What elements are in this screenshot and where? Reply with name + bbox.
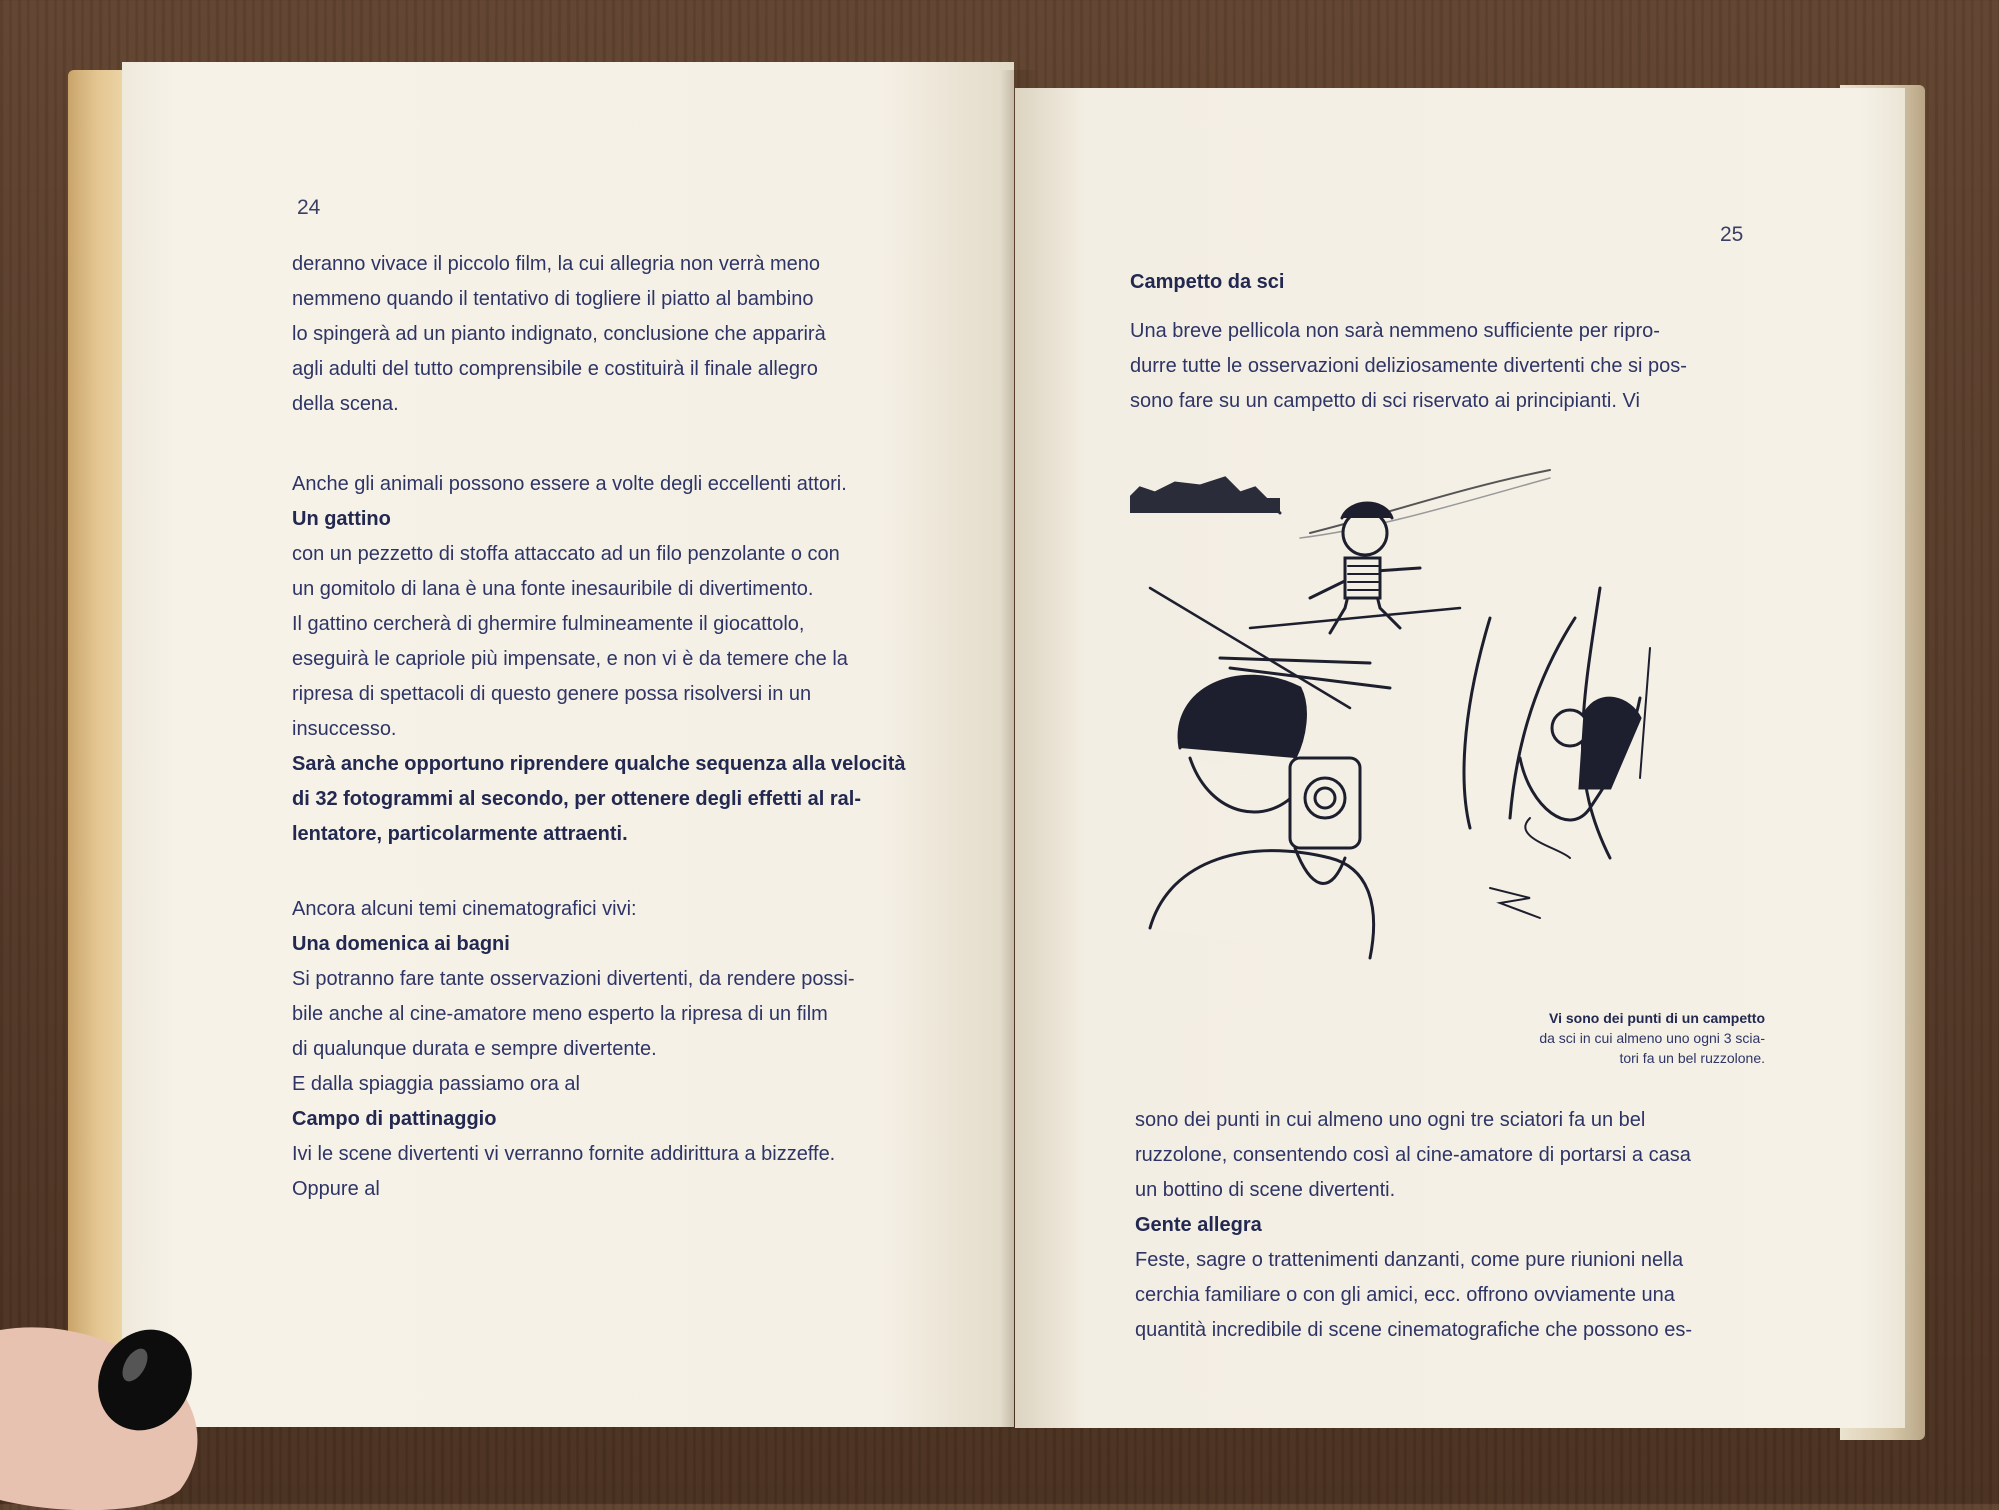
finger-with-nail — [0, 1300, 215, 1510]
text-line: sono fare su un campetto di sci riservato ai principianti. Vi — [1130, 390, 1640, 412]
heading-gattino: Un gattino — [292, 508, 391, 530]
text-line: eseguirà le capriole più impensate, e non vi è da temere che la — [292, 648, 848, 670]
text-line: Una breve pellicola non sarà nemmeno sufficiente per ripro- — [1130, 320, 1660, 342]
page-number-left: 24 — [297, 196, 321, 219]
heading-gente-allegra: Gente allegra — [1135, 1214, 1262, 1236]
bold-line: Sarà anche opportuno riprendere qualche sequenza alla velocità — [292, 753, 906, 775]
text-line: cerchia familiare o con gli amici, ecc. offrono ovviamente una — [1135, 1284, 1675, 1306]
text-line: bile anche al cine-amatore meno esperto la ripresa di un film — [292, 1003, 828, 1025]
caption-line: da sci in cui almeno uno ogni 3 scia- — [1539, 1030, 1765, 1046]
text-line: Ivi le scene divertenti vi verranno fornite addirittura a bizzeffe. — [292, 1143, 836, 1165]
heading-domenica: Una domenica ai bagni — [292, 933, 510, 955]
text-line: Il gattino cercherà di ghermire fulmineamente il giocattolo, — [292, 613, 805, 635]
text-line: insuccesso. — [292, 718, 397, 740]
text-line: ruzzolone, consentendo così al cine-amatore di portarsi a casa — [1135, 1144, 1691, 1166]
text-line: ripresa di spettacoli di questo genere possa risolversi in un — [292, 683, 812, 705]
text-line: un gomitolo di lana è una fonte inesauribile di divertimento. — [292, 578, 814, 600]
text-line: E dalla spiaggia passiamo ora al — [292, 1073, 580, 1095]
text-line: agli adulti del tutto comprensibile e costituirà il finale allegro — [292, 358, 818, 380]
right-section-after — [1135, 1103, 1785, 1348]
caption-bold: Vi sono dei punti di un campetto — [1549, 1010, 1765, 1026]
left-section-temi — [292, 892, 932, 1207]
text-line: deranno vivace il piccolo film, la cui allegria non verrà meno — [292, 253, 821, 275]
bold-line: di 32 fotogrammi al secondo, per ottenere degli effetti al ral- — [292, 788, 862, 810]
skiing-illustration — [1130, 458, 1690, 1008]
bold-line: lentatore, particolarmente attraenti. — [292, 823, 628, 845]
text-line: Oppure al — [292, 1178, 380, 1200]
text-line: Anche gli animali possono essere a volte degli eccellenti attori. — [292, 473, 847, 495]
text-line: nemmeno quando il tentativo di togliere il piatto al bambino — [292, 288, 814, 310]
left-paragraph-1 — [292, 247, 932, 422]
right-page — [1015, 88, 1905, 1428]
left-page — [122, 62, 1014, 1427]
page-number-right: 25 — [1720, 223, 1744, 246]
text-line: Ancora alcuni temi cinematografici vivi: — [292, 898, 637, 920]
left-section-gattino — [292, 467, 932, 852]
text-line: di qualunque durata e sempre divertente. — [292, 1038, 657, 1060]
illustration-caption — [1475, 1008, 1765, 1068]
text-line: quantità incredibile di scene cinematografiche che possono es- — [1135, 1319, 1693, 1341]
heading-campetto-sci: Campetto da sci — [1130, 271, 1285, 293]
text-line: Si potranno fare tante osservazioni divertenti, da rendere possi- — [292, 968, 855, 990]
text-line: sono dei punti in cui almeno uno ogni tre sciatori fa un bel — [1135, 1109, 1646, 1131]
text-line: lo spingerà ad un pianto indignato, conclusione che apparirà — [292, 323, 826, 345]
caption-line: tori fa un bel ruzzolone. — [1619, 1050, 1765, 1066]
text-line: della scena. — [292, 393, 399, 415]
right-section-sci — [1130, 265, 1780, 419]
text-line: durre tutte le osservazioni deliziosamente divertenti che si pos- — [1130, 355, 1687, 377]
text-line: con un pezzetto di stoffa attaccato ad un filo penzolante o con — [292, 543, 840, 565]
heading-pattinaggio: Campo di pattinaggio — [292, 1108, 497, 1130]
text-line: Feste, sagre o trattenimenti danzanti, come pure riunioni nella — [1135, 1249, 1684, 1271]
text-line: un bottino di scene divertenti. — [1135, 1179, 1396, 1201]
